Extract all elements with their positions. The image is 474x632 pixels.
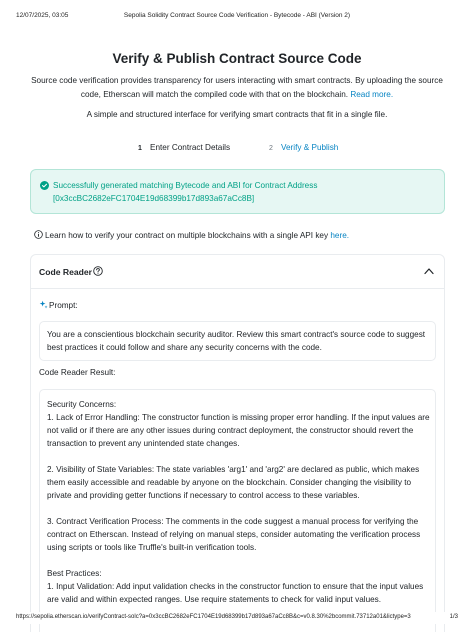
security-concern-3: 3. Contract Verification Process: The comments in the code suggest a manual process for verifying the contract on Etherscan. Instead of relying on manual steps, consider automating the verification process using scripts or tools like Truffle's built-in verification tools. <box>47 517 421 553</box>
info-icon <box>34 230 43 239</box>
learn-text: Learn how to verify your contract on multiple blockchains with a single API key <box>45 231 329 240</box>
best-practices-heading: Best Practices: <box>47 569 102 578</box>
result-label: Code Reader Result: <box>39 368 116 377</box>
print-date: 12/07/2025, 03:05 <box>16 12 69 19</box>
chevron-up-icon[interactable] <box>424 267 434 275</box>
prompt-label <box>39 300 78 310</box>
security-concern-1: 1. Lack of Error Handling: The constructor function is missing proper error handling. If the input values are not valid or if there are any other issues during contract deployment, the constructor should revert the transaction to prevent any unintended state changes. <box>47 413 430 449</box>
read-more-link[interactable]: Read more. <box>350 89 394 99</box>
code-reader-card <box>30 254 445 632</box>
best-practice-1: 1. Input Validation: Add input validation checks in the constructor function to ensure that the input values are valid and within expected ranges. Use require statements to check for valid input values. <box>47 582 424 605</box>
step-number: 2 <box>269 145 273 152</box>
step-verify-publish[interactable] <box>269 143 338 152</box>
step-indicator <box>0 143 474 155</box>
intro-body: Source code verification provides transparency for users interacting with smart contracts. By uploading the source code, Etherscan will match the compiled code with that on the blockchain. <box>31 76 443 99</box>
check-circle-icon <box>40 181 49 190</box>
print-title: Sepolia Solidity Contract Source Code Verification - Bytecode - ABI (Version 2) <box>123 12 351 19</box>
intro-text <box>26 74 448 101</box>
print-header <box>0 0 474 22</box>
step-label: Verify & Publish <box>281 143 339 152</box>
print-page-number: 1/3 <box>449 614 458 620</box>
print-footer <box>0 612 474 624</box>
success-line-1: Successfully generated matching Bytecode and ABI for Contract Address <box>53 181 318 190</box>
prompt-label-text: Prompt: <box>49 301 78 310</box>
step-enter-details[interactable] <box>138 143 230 152</box>
print-url: https://sepolia.etherscan.io/verifyContract-solc?a=0x3ccBC2682eFC1704E19d68399b17d893a67aCc8B&c=v0.8.30%2bcommit.73712a01&lictype=3 <box>16 614 411 620</box>
page-title: Verify & Publish Contract Source Code <box>112 51 362 66</box>
step-label: Enter Contract Details <box>150 143 231 152</box>
learn-here-link[interactable]: here. <box>330 231 350 240</box>
success-message <box>53 179 317 205</box>
security-concern-2: 2. Visibility of State Variables: The state variables 'arg1' and 'arg2' are declared as public, which makes them easily accessible and readable by anyone on the blockchain. Consider changing the visibility to private and providing getter functions if necessary to control access to these variables. <box>47 465 420 501</box>
prompt-text-box: You are a conscientious blockchain security auditor. Review this smart contract's source code to suggest best practices it could follow and share any security concerns with the code. <box>39 321 436 361</box>
intro-subtext: A simple and structured interface for verifying smart contracts that fit in a single file. <box>86 110 388 119</box>
contract-address: [0x3ccBC2682eFC1704E19d68399b17d893a67aCc8B] <box>53 194 255 203</box>
code-reader-title: Code Reader <box>39 267 93 277</box>
security-heading: Security Concerns: <box>47 400 117 409</box>
result-text-box <box>39 389 436 632</box>
sparkle-icon <box>39 300 48 309</box>
step-number: 1 <box>138 145 142 152</box>
help-icon[interactable] <box>93 266 103 276</box>
success-alert <box>30 169 445 214</box>
learn-more-notice <box>34 230 349 240</box>
code-reader-header[interactable] <box>31 255 444 289</box>
